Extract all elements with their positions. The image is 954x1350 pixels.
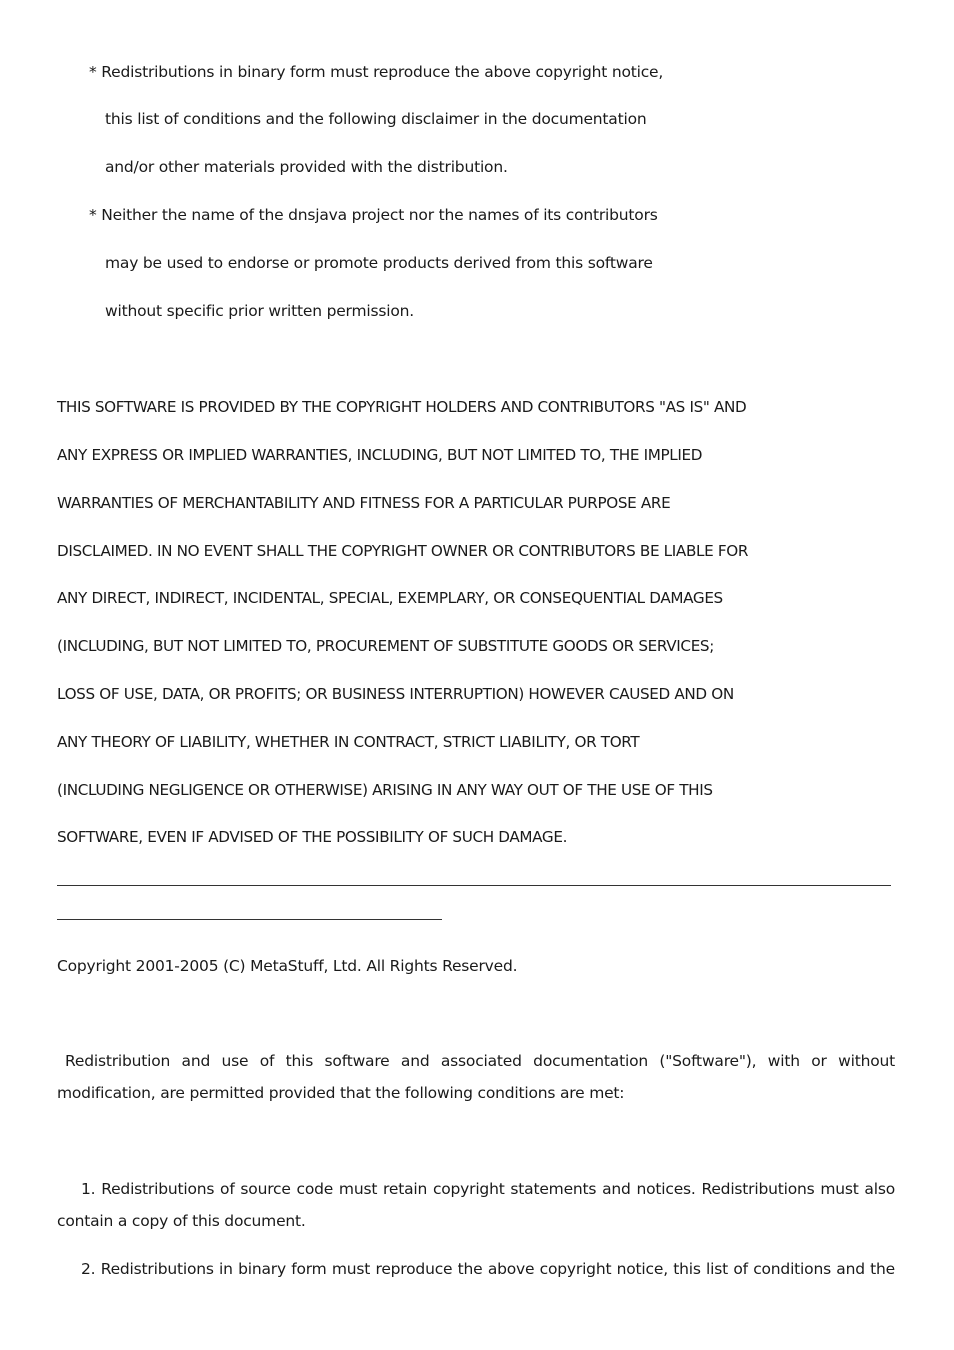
metastuff-condition-2: 2. Redistributions in binary form must reproduce the above copyright notice, this list of conditions and the (81, 1260, 895, 1278)
disclaimer-line: LOSS OF USE, DATA, OR PROFITS; OR BUSINESS INTERRUPTION) HOWEVER CAUSED AND ON (57, 685, 734, 703)
disclaimer-line: ANY THEORY OF LIABILITY, WHETHER IN CONTRACT, STRICT LIABILITY, OR TORT (57, 733, 640, 751)
dnsjava-name-condition-line-3: without specific prior written permission. (105, 302, 414, 320)
dnsjava-binary-condition-line-3: and/or other materials provided with the distribution. (105, 158, 508, 176)
metastuff-condition-1: 1. Redistributions of source code must retain copyright statements and notices. Redistributions must also contain a copy of this document. (57, 1180, 895, 1230)
dnsjava-name-condition-line-2: may be used to endorse or promote products derived from this software (105, 254, 653, 272)
metastuff-intro-paragraph: Redistribution and use of this software and associated documentation ("Software"), with or without modification, are permitted provided that the following conditions are met: (57, 1052, 895, 1102)
disclaimer-line: (INCLUDING, BUT NOT LIMITED TO, PROCUREMENT OF SUBSTITUTE GOODS OR SERVICES; (57, 637, 714, 655)
disclaimer-line: (INCLUDING NEGLIGENCE OR OTHERWISE) ARISING IN ANY WAY OUT OF THE USE OF THIS (57, 781, 713, 799)
disclaimer-line: THIS SOFTWARE IS PROVIDED BY THE COPYRIGHT HOLDERS AND CONTRIBUTORS "AS IS" AND (57, 398, 747, 416)
section-separator-rule (57, 885, 891, 886)
dnsjava-binary-condition-line-1: * Redistributions in binary form must reproduce the above copyright notice, (89, 63, 664, 81)
dnsjava-name-condition-line-1: * Neither the name of the dnsjava project nor the names of its contributors (89, 206, 658, 224)
metastuff-copyright-notice: Copyright 2001-2005 (C) MetaStuff, Ltd. All Rights Reserved. (57, 957, 518, 975)
dnsjava-binary-condition-line-2: this list of conditions and the following disclaimer in the documentation (105, 110, 647, 128)
disclaimer-line: WARRANTIES OF MERCHANTABILITY AND FITNESS FOR A PARTICULAR PURPOSE ARE (57, 494, 671, 512)
section-separator-rule-short (57, 919, 442, 920)
disclaimer-line: ANY DIRECT, INDIRECT, INCIDENTAL, SPECIAL, EXEMPLARY, OR CONSEQUENTIAL DAMAGES (57, 589, 723, 607)
disclaimer-line: SOFTWARE, EVEN IF ADVISED OF THE POSSIBILITY OF SUCH DAMAGE. (57, 828, 568, 846)
disclaimer-line: ANY EXPRESS OR IMPLIED WARRANTIES, INCLUDING, BUT NOT LIMITED TO, THE IMPLIED (57, 446, 703, 464)
disclaimer-line: DISCLAIMED. IN NO EVENT SHALL THE COPYRIGHT OWNER OR CONTRIBUTORS BE LIABLE FOR (57, 542, 749, 560)
